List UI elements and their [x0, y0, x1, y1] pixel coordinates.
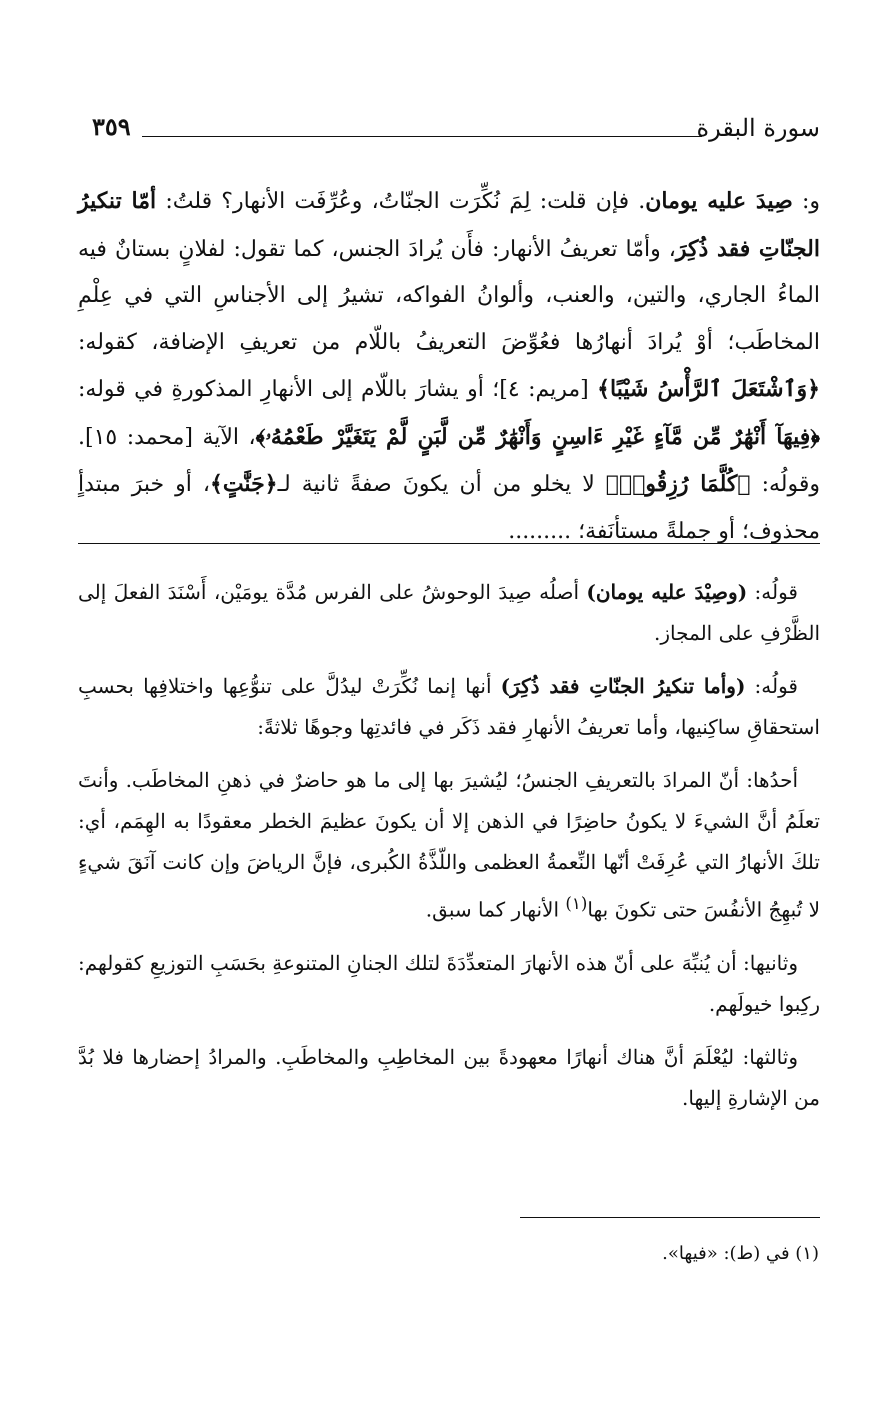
quran-quote: ﴿كُلَّمَا رُزِقُوا۟﴾	[605, 471, 751, 497]
footnote-rule	[520, 1217, 820, 1218]
commentary	[78, 572, 820, 1131]
main-text-segment: لا يخلو من أن يكونَ صفةً ثانية لـ	[277, 472, 606, 497]
main-text-phrase: أمّا تنكيرُ الجنّاتِ فقد ذُكِرَ	[78, 188, 820, 262]
main-text-segment: ، وأمّا تعريفُ الأنهار: فأَن يُرادَ الجنس، كما تقول: لفلانٍ بستانٌ فيه الماءُ الجاري، والتين، والعنب، وألوانُ الفواكه، تشيرُ إلى الأجناسِ التي في عِلْمِ المخاطَب؛ أوْ يُرادَ أنهارُها فعُوِّضَ التعريفُ باللّام من تعريفِ الإضافة، كقوله:	[78, 236, 820, 355]
running-head	[92, 112, 820, 152]
main-text-segment: . فإن قلت: لِمَ نُكِّرَت الجنّاتُ، وعُرِّفَت الأنهار؟ قلتُ:	[156, 189, 646, 214]
surah-title: سورة البقرة	[696, 114, 820, 142]
commentary-paragraph	[78, 760, 820, 931]
commentary-text: أحدُها: أنّ المرادَ بالتعريفِ الجنسُ؛ ليُشيرَ بها إلى ما هو حاضرٌ في ذهنِ المخاطَب. وأنتَ تعلَمُ أنَّ الشيءَ لا يكونُ حاضِرًا في الذهن إلا أن يكونَ عظيمَ الخطر معقودًا به الهِمَم، أي: تلكَ الأنهارُ التي عُرِفَتْ أنّها النِّعمةُ العظمى واللّذَّةُ الكُبرى، فإنَّ الرياضَ وإن كانت آنَقَ شيءٍ لا تُبهِجُ الأنفُسَ حتى تكونَ بها	[78, 768, 820, 922]
commentary-paragraph	[78, 666, 820, 748]
main-text-segment: [مريم: ٤]؛ أو يشارَ باللّام إلى الأنهارِ المذكورةِ في قوله:	[78, 377, 598, 402]
commentary-lemma: (وصِيْدَ عليه يومان)	[586, 580, 748, 604]
section-divider	[78, 543, 820, 544]
header-rule	[142, 136, 702, 137]
commentary-paragraph	[78, 572, 820, 654]
main-text-lead: و:	[792, 189, 821, 214]
commentary-paragraph: وثالثها: ليُعْلَمَ أنَّ هناك أنهارًا معهودةً بين المخاطِبِ والمخاطَبِ. والمرادُ إحضارها فلا بُدَّ من الإشارةِ إليها.	[78, 1044, 820, 1110]
quran-quote: ﴿فِيهَآ أَنْهَٰرٌ مِّن مَّآءٍ غَيْرِ ءَاسِنٍ وَأَنْهَٰرٌ مِّن لَّبَنٍ لَّمْ يَتَغَيَّرْ طَعْمُهُۥ﴾	[255, 423, 821, 450]
commentary-text: أصلُه صِيدَ الوحوشُ على الفرس مُدَّة يومَيْن، أَسْنَدَ الفعلَ إلى الظَّرْفِ على المجاز.	[78, 580, 820, 645]
footnote: (١) في (ط): «فيها».	[662, 1243, 819, 1264]
commentary-paragraph: وثانيها: أن يُنبِّهَ على أنّ هذه الأنهارَ المتعدِّدَةَ لتلك الجنانِ المتنوعةِ بحَسَبِ التوزيعِ كقولهم: ركِبوا خيولَهم.	[78, 950, 820, 1016]
page-number: ٣٥٩	[92, 112, 131, 141]
footnote-reference: (١)	[565, 894, 588, 913]
commentary-text: أنها إنما نُكِّرَتْ ليدُلَّ على تنوُّعِها واختلافِها بحسبِ استحقاقِ ساكِنيها، وأما تعريفُ الأنهارِ فقد ذَكَر في فائدتِها وجوهًا ثلاثةً:	[78, 674, 820, 739]
main-text	[78, 178, 820, 555]
quran-quote: ﴿جَنَّٰتٍ﴾	[209, 471, 278, 497]
quran-quote: ﴿وَٱشْتَعَلَ ٱلرَّأْسُ شَيْبًا﴾	[597, 376, 820, 402]
commentary-prefix: قولُه:	[747, 580, 798, 604]
commentary-prefix: قولُه:	[745, 674, 798, 698]
main-text-segment: ، أو خبرَ مبتدأٍ محذوف؛ أو جملةً مستأنَفة؛ .........	[78, 472, 820, 544]
main-text-segment: ، الآية [محمد: ١٥]. وقولُه:	[78, 424, 820, 497]
main-text-phrase: صِيدَ عليه يومان	[645, 188, 793, 214]
commentary-text: الأنهار كما سبق.	[425, 897, 566, 922]
commentary-lemma: (وأما تنكيرُ الجنّاتِ فقد ذُكِرَ)	[500, 674, 746, 698]
